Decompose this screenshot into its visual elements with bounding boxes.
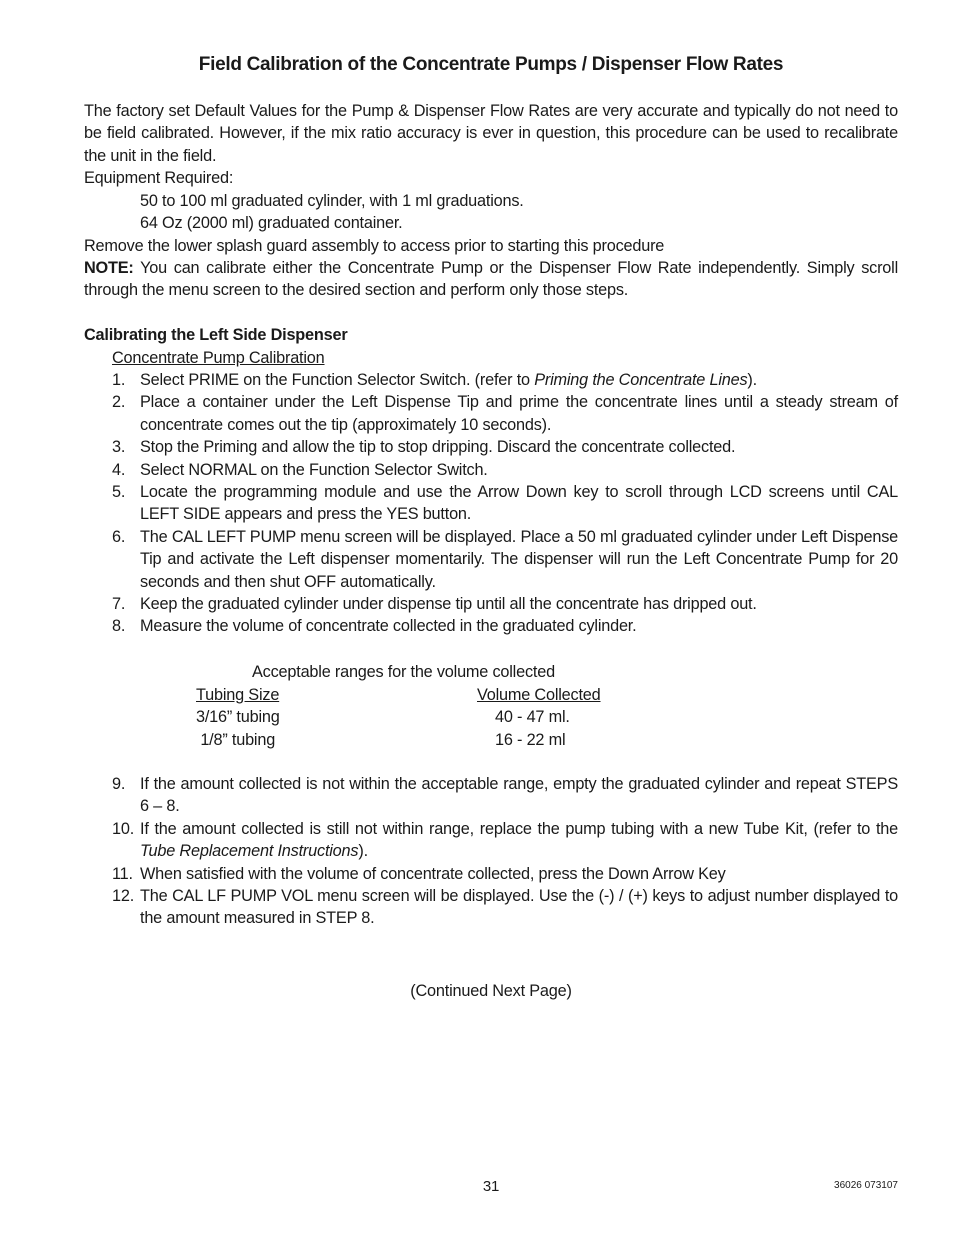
list-item <box>84 481 898 526</box>
table-header: Volume Collected <box>477 686 601 704</box>
step-reference: Tube Replacement Instructions <box>140 842 359 861</box>
step-text: If the amount collected is not within the acceptable range, empty the graduated cylinder and repeat STEPS 6 – 8. <box>140 775 898 816</box>
step-reference: Priming the Concentrate Lines <box>534 371 748 389</box>
list-item <box>84 593 898 615</box>
step-text-end: ). <box>747 371 757 389</box>
step-number: 10. <box>112 819 135 838</box>
step-text-end: ). <box>358 842 368 861</box>
step-text: When satisfied with the volume of concentrate collected, press the Down Arrow Key <box>140 864 726 883</box>
list-item <box>84 436 898 458</box>
step-text: Place a container under the Left Dispense Tip and prime the concentrate lines until a steady stream of concentrate comes out the tip (approximately 10 seconds). <box>140 393 898 434</box>
equipment-item: 64 Oz (2000 ml) graduated container. <box>140 214 403 232</box>
list-item <box>84 885 898 930</box>
step-number: 2. <box>112 393 126 412</box>
list-item <box>84 391 898 436</box>
step-text: The CAL LF PUMP VOL menu screen will be displayed. Use the (-) / (+) keys to adjust number displayed to the amount measured in STEP 8. <box>140 887 898 928</box>
equipment-item: 50 to 100 ml graduated cylinder, with 1 ml graduations. <box>140 192 524 210</box>
continued-note: (Continued Next Page) <box>410 982 572 1000</box>
sub-heading: Concentrate Pump Calibration <box>112 349 325 367</box>
steps-list-a <box>84 369 898 638</box>
list-item <box>84 863 898 885</box>
section-heading: Calibrating the Left Side Dispenser <box>84 326 348 344</box>
step-number: 1. <box>112 371 126 389</box>
step-text: Keep the graduated cylinder under dispense tip until all the concentrate has dripped out. <box>140 595 757 614</box>
step-number: 7. <box>112 595 126 614</box>
table-cell: 3/16” tubing <box>196 708 280 727</box>
step-number: 9. <box>112 775 126 793</box>
steps-list-b <box>84 773 898 930</box>
step-number: 12. <box>112 887 135 906</box>
range-table-caption: Acceptable ranges for the volume collected <box>252 663 555 681</box>
step-number: 4. <box>112 460 126 479</box>
table-header-row <box>196 684 695 706</box>
table-header: Tubing Size <box>196 686 280 704</box>
step-number: 11. <box>112 864 133 883</box>
step-text: Stop the Priming and allow the tip to stop dripping. Discard the concentrate collected. <box>140 438 736 457</box>
page-title: Field Calibration of the Concentrate Pumps / Dispenser Flow Rates <box>198 54 784 75</box>
step-text: Measure the volume of concentrate collected in the graduated cylinder. <box>140 617 637 636</box>
document-id: 36026 073107 <box>834 1180 898 1191</box>
equipment-label: Equipment Required: <box>84 169 234 187</box>
list-item <box>84 459 898 481</box>
step-text: The CAL LEFT PUMP menu screen will be displayed. Place a 50 ml graduated cylinder under Left Dispense Tip and activate the Left dispenser momentarily. The dispenser will run the Left Concentrate Pump for 20 seconds and then shut OFF automatically. <box>140 527 898 591</box>
list-item <box>84 615 898 637</box>
note-label: NOTE: <box>84 259 134 277</box>
table-cell: 16 - 22 ml <box>495 730 566 749</box>
range-table <box>196 684 695 751</box>
page-number: 31 <box>482 1178 500 1195</box>
step-text: Select PRIME on the Function Selector Switch. (refer to <box>140 371 535 389</box>
remove-note: Remove the lower splash guard assembly to access prior to starting this procedure <box>84 237 665 255</box>
list-item <box>84 526 898 593</box>
table-cell: 40 - 47 ml. <box>495 708 570 727</box>
note-paragraph <box>84 257 898 302</box>
step-text: Select NORMAL on the Function Selector Switch. <box>140 460 488 479</box>
list-item <box>84 773 898 818</box>
step-number: 8. <box>112 617 126 636</box>
note-text: You can calibrate either the Concentrate Pump or the Dispenser Flow Rate independently. Simply scroll through the menu screen to the desired section and perform only those steps. <box>84 259 898 300</box>
table-row <box>196 729 695 751</box>
list-item <box>84 369 898 391</box>
table-row <box>196 706 695 728</box>
list-item <box>84 818 898 863</box>
step-number: 5. <box>112 483 126 502</box>
table-cell: 1/8” tubing <box>196 730 276 749</box>
intro-paragraph: The factory set Default Values for the Pump & Dispenser Flow Rates are very accurate and typically do not need to be field calibrated. However, if the mix ratio accuracy is ever in question, this procedure can be used to recalibrate the unit in the field. <box>84 102 898 165</box>
step-text: If the amount collected is still not within range, replace the pump tubing with a new Tube Kit, (refer to the <box>140 819 898 838</box>
step-number: 3. <box>112 438 126 457</box>
step-number: 6. <box>112 527 126 546</box>
step-text: Locate the programming module and use the Arrow Down key to scroll through LCD screens until CAL LEFT SIDE appears and press the YES button. <box>140 483 898 524</box>
